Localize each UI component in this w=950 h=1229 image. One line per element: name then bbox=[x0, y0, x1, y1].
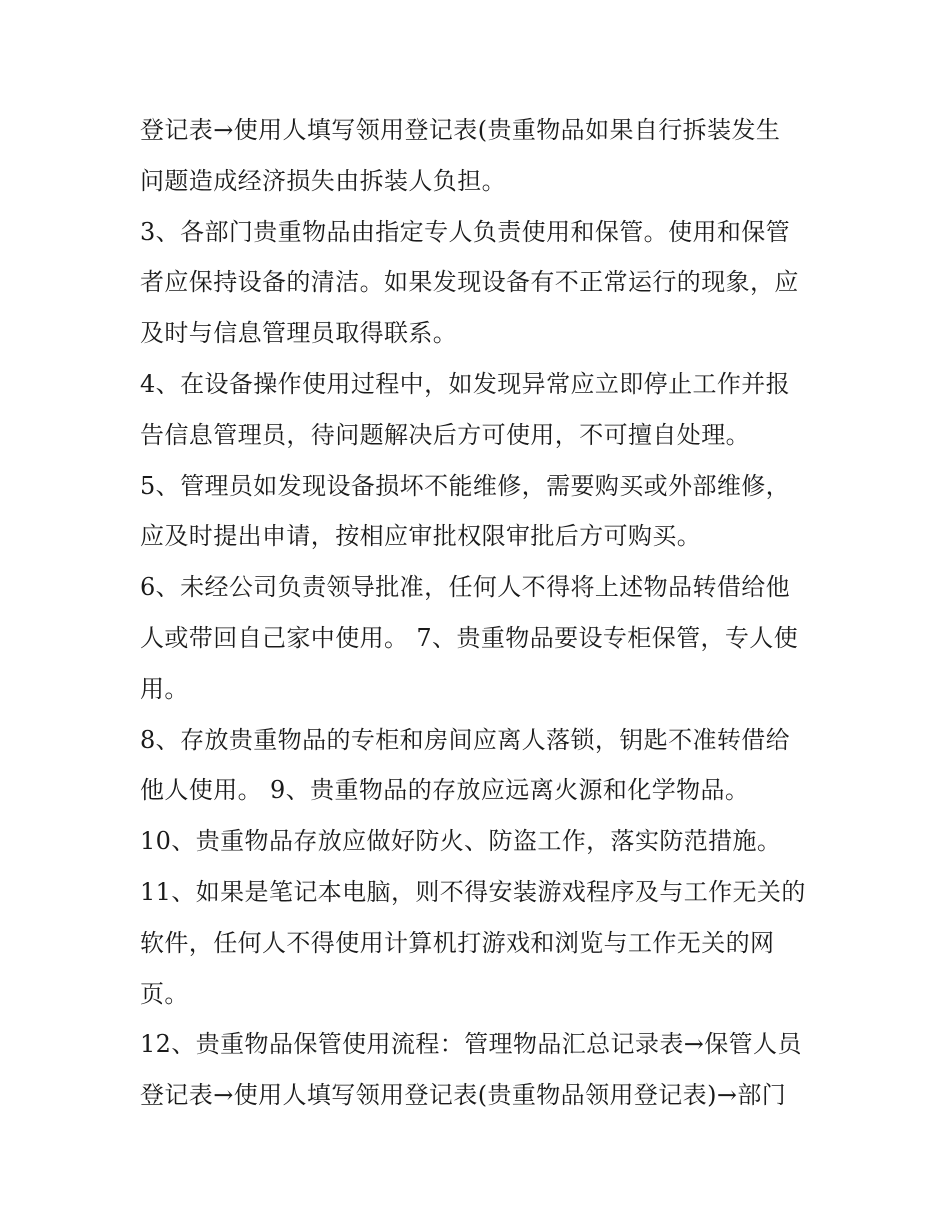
text-line: 3、各部门贵重物品由指定专人负责使用和保管。使用和保管 bbox=[140, 217, 791, 246]
text-line: 5、管理员如发现设备损坏不能维修，需要购买或外部维修， bbox=[140, 471, 791, 500]
text-line: 问题造成经济损失由拆装人负担。 bbox=[140, 166, 506, 195]
text-line: 页。 bbox=[140, 979, 189, 1008]
text-line: 8、存放贵重物品的专柜和房间应离人落锁，钥匙不准转借给 bbox=[140, 725, 791, 754]
text-line: 4、在设备操作使用过程中，如发现异常应立即停止工作并报 bbox=[140, 369, 791, 398]
text-line: 应及时提出申请，按相应审批权限审批后方可购买。 bbox=[140, 522, 702, 551]
text-line: 6、未经公司负责领导批准，任何人不得将上述物品转借给他 bbox=[140, 573, 791, 602]
text-line: 10、贵重物品存放应做好防火、防盗工作，落实防范措施。 bbox=[140, 827, 782, 856]
text-line: 登记表→使用人填写领用登记表(贵重物品领用登记表)→部门 bbox=[140, 1081, 787, 1110]
text-line: 人或带回自己家中使用。 7、贵重物品要设专柜保管，专人使 bbox=[140, 623, 799, 652]
text-line: 软件，任何人不得使用计算机打游戏和浏览与工作无关的网 bbox=[140, 928, 775, 957]
text-line: 者应保持设备的清洁。如果发现设备有不正常运行的现象，应 bbox=[140, 268, 799, 297]
document-body bbox=[140, 105, 820, 1121]
text-line: 12、贵重物品保管使用流程：管理物品汇总记录表→保管人员 bbox=[140, 1030, 802, 1059]
text-line: 及时与信息管理员取得联系。 bbox=[140, 319, 458, 348]
text-line: 11、如果是笔记本电脑，则不得安装游戏程序及与工作无关的 bbox=[140, 877, 806, 906]
text-line: 用。 bbox=[140, 674, 189, 703]
text-line: 他人使用。 9、贵重物品的存放应远离火源和化学物品。 bbox=[140, 776, 750, 805]
text-line: 登记表→使用人填写领用登记表(贵重物品如果自行拆装发生 bbox=[140, 116, 781, 144]
text-line: 告信息管理员，待问题解决后方可使用，不可擅自处理。 bbox=[140, 420, 750, 449]
